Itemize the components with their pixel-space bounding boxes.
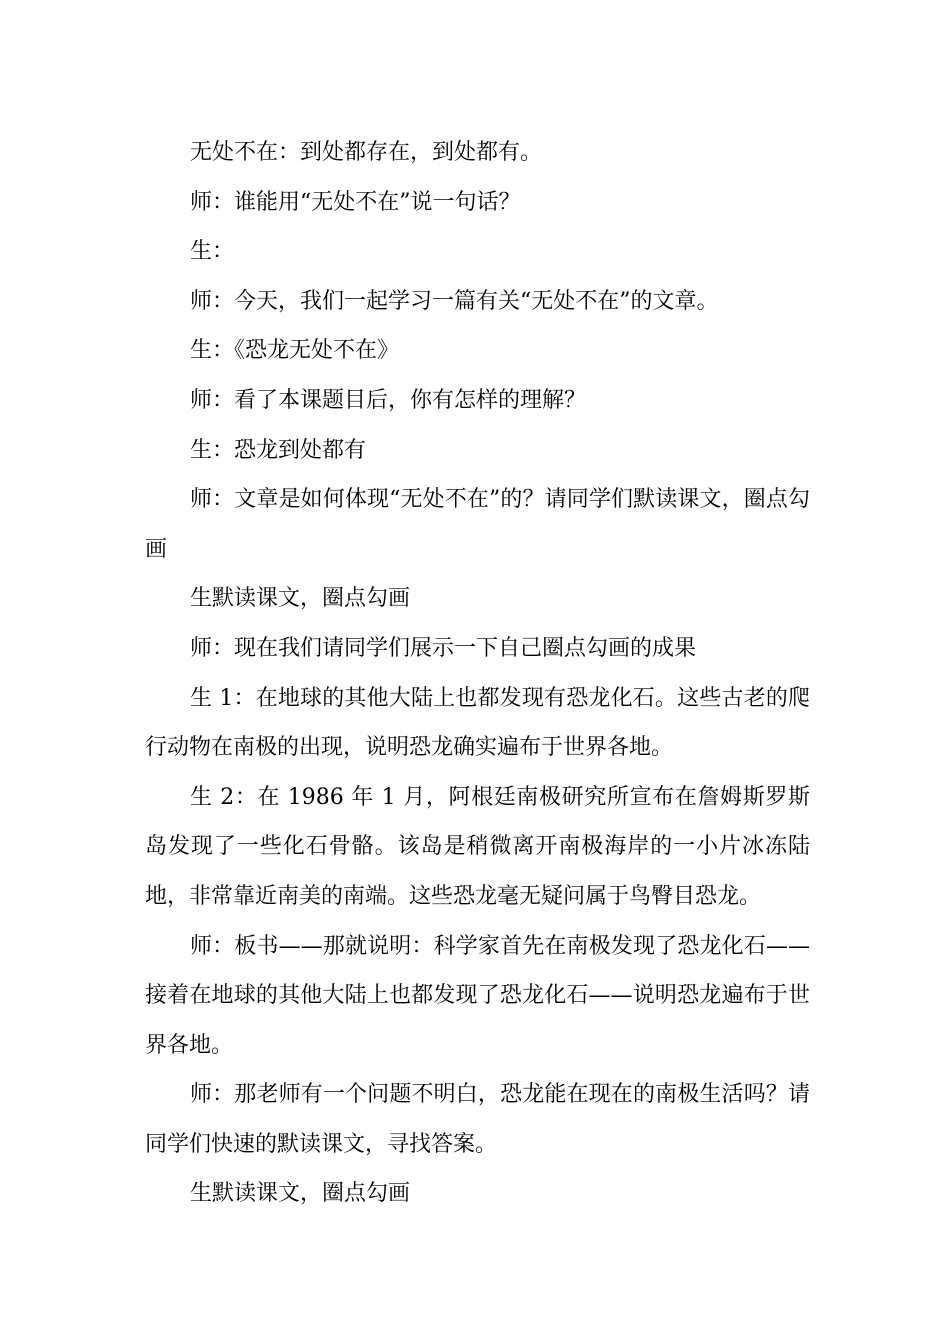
teacher-line: 师：那老师有一个问题不明白，恐龙能在现在的南极生活吗？请同学们快速的默读课文，寻找答案。 [145,1082,810,1157]
teacher-line: 师：谁能用“无处不在”说一句话？ [190,189,521,215]
student-line: 生：《恐龙无处不在》 [190,338,400,364]
teacher-line: 师：看了本课题目后，你有怎样的理解？ [190,387,587,413]
lesson-transcript [145,128,810,1219]
student-2-line: 生 2：在 1986 年 1 月，阿根廷南极研究所宣布在詹姆斯罗斯岛发现了一些化石骨骼。该岛是稍微离开南极海岸的一小片冰冻陆地，非常靠近南美的南端。这些恐龙毫无疑问属于鸟臀目恐龙。 [145,784,810,909]
student-1-line: 生 1：在地球的其他大陆上也都发现有恐龙化石。这些古老的爬行动物在南极的出现，说明恐龙确实遍布于世界各地。 [145,685,810,761]
student-activity-line: 生默读课文，圈点勾画 [190,1181,411,1207]
teacher-line: 师：文章是如何体现“无处不在”的？请同学们默读课文，圈点勾画 [145,487,810,562]
teacher-board-line: 师：板书——那就说明：科学家首先在南极发现了恐龙化石——接着在地球的其他大陆上也都发现了恐龙化石——说明恐龙遍布于世界各地。 [145,933,810,1058]
definition-paragraph: 无处不在：到处都存在，到处都有。 [190,140,543,165]
teacher-line: 师：现在我们请同学们展示一下自己圈点勾画的成果 [190,635,697,661]
student-activity-line: 生默读课文，圈点勾画 [190,586,411,612]
student-line: 生： [190,239,235,265]
student-line: 生：恐龙到处都有 [190,437,367,463]
teacher-line: 师：今天，我们一起学习一篇有关“无处不在”的文章。 [190,288,719,314]
